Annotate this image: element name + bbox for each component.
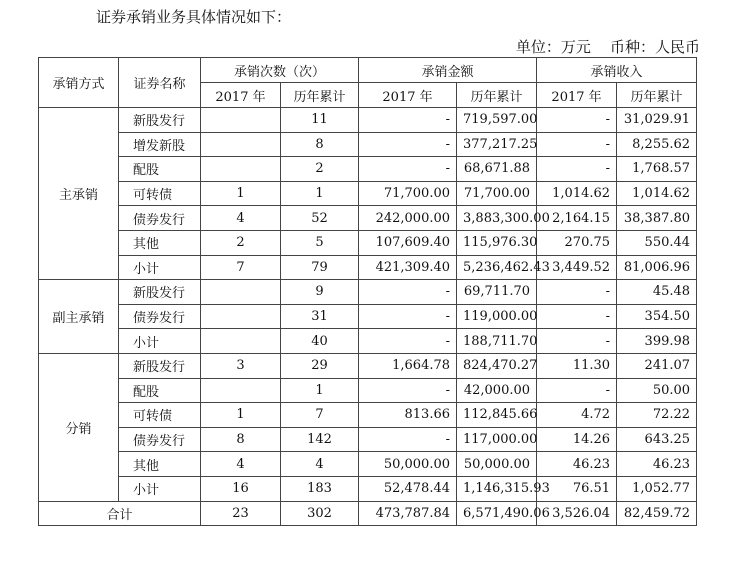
income-2017-cell: -: [537, 132, 617, 157]
amount-cumulative-cell: 117,000.00: [457, 427, 537, 452]
header-security-name: 证券名称: [119, 58, 201, 108]
amount-cumulative-cell: 112,845.66: [457, 403, 537, 428]
security-name-cell: 小计: [119, 255, 201, 280]
amount-2017-cell: 107,609.40: [359, 230, 457, 255]
security-name-cell: 可转债: [119, 403, 201, 428]
table-row: [39, 378, 697, 403]
table-row: [39, 230, 697, 255]
count-2017-cell: 2: [201, 230, 281, 255]
income-cumulative-cell: 354.50: [617, 304, 697, 329]
count-cumulative-cell: 4: [281, 452, 359, 477]
income-cumulative-cell: 45.48: [617, 280, 697, 305]
income-cumulative-cell: 31,029.91: [617, 108, 697, 133]
income-cumulative-cell: 241.07: [617, 353, 697, 378]
count-2017-cell: 3: [201, 353, 281, 378]
table-row: [39, 353, 697, 378]
amount-cumulative-cell: 71,700.00: [457, 181, 537, 206]
table-row: [39, 329, 697, 354]
amount-2017-cell: -: [359, 108, 457, 133]
income-2017-cell: 3,449.52: [537, 255, 617, 280]
count-cumulative-cell: 52: [281, 206, 359, 231]
header-amount-2017: 2017 年: [359, 83, 457, 108]
income-2017-cell: 46.23: [537, 452, 617, 477]
total-count-2017: 23: [201, 501, 281, 526]
total-amount-cumulative: 6,571,490.06: [457, 501, 537, 526]
count-2017-cell: 1: [201, 181, 281, 206]
count-cumulative-cell: 1: [281, 378, 359, 403]
security-name-cell: 债券发行: [119, 304, 201, 329]
table-row: [39, 476, 697, 501]
table-row: [39, 304, 697, 329]
amount-2017-cell: 52,478.44: [359, 476, 457, 501]
total-row: [39, 501, 697, 526]
amount-cumulative-cell: 824,470.27: [457, 353, 537, 378]
income-cumulative-cell: 8,255.62: [617, 132, 697, 157]
amount-cumulative-cell: 68,671.88: [457, 157, 537, 182]
income-cumulative-cell: 550.44: [617, 230, 697, 255]
amount-cumulative-cell: 119,000.00: [457, 304, 537, 329]
security-name-cell: 其他: [119, 452, 201, 477]
amount-2017-cell: -: [359, 427, 457, 452]
amount-2017-cell: 50,000.00: [359, 452, 457, 477]
security-name-cell: 其他: [119, 230, 201, 255]
count-2017-cell: [201, 280, 281, 305]
count-cumulative-cell: 8: [281, 132, 359, 157]
income-cumulative-cell: 81,006.96: [617, 255, 697, 280]
table-row: [39, 280, 697, 305]
amount-2017-cell: -: [359, 157, 457, 182]
income-cumulative-cell: 38,387.80: [617, 206, 697, 231]
income-2017-cell: 11.30: [537, 353, 617, 378]
count-cumulative-cell: 9: [281, 280, 359, 305]
security-name-cell: 新股发行: [119, 108, 201, 133]
security-name-cell: 债券发行: [119, 427, 201, 452]
table-row: [39, 132, 697, 157]
security-name-cell: 债券发行: [119, 206, 201, 231]
method-group-label: 副主承销: [39, 280, 119, 354]
count-2017-cell: [201, 329, 281, 354]
count-cumulative-cell: 7: [281, 403, 359, 428]
header-count-2017: 2017 年: [201, 83, 281, 108]
income-2017-cell: -: [537, 378, 617, 403]
count-2017-cell: [201, 304, 281, 329]
count-cumulative-cell: 1: [281, 181, 359, 206]
table-row: [39, 452, 697, 477]
count-cumulative-cell: 183: [281, 476, 359, 501]
income-cumulative-cell: 72.22: [617, 403, 697, 428]
amount-2017-cell: -: [359, 329, 457, 354]
total-amount-2017: 473,787.84: [359, 501, 457, 526]
table-row: [39, 157, 697, 182]
income-cumulative-cell: 46.23: [617, 452, 697, 477]
amount-cumulative-cell: 719,597.00: [457, 108, 537, 133]
income-2017-cell: 14.26: [537, 427, 617, 452]
income-cumulative-cell: 50.00: [617, 378, 697, 403]
count-2017-cell: 7: [201, 255, 281, 280]
table-row: [39, 206, 697, 231]
income-2017-cell: 270.75: [537, 230, 617, 255]
amount-cumulative-cell: 3,883,300.00: [457, 206, 537, 231]
count-cumulative-cell: 2: [281, 157, 359, 182]
amount-2017-cell: -: [359, 280, 457, 305]
income-2017-cell: 2,164.15: [537, 206, 617, 231]
amount-2017-cell: 242,000.00: [359, 206, 457, 231]
header-count-cumulative: 历年累计: [281, 83, 359, 108]
underwriting-table: [38, 57, 697, 526]
income-cumulative-cell: 1,052.77: [617, 476, 697, 501]
count-2017-cell: [201, 378, 281, 403]
income-2017-cell: 4.72: [537, 403, 617, 428]
income-cumulative-cell: 399.98: [617, 329, 697, 354]
count-cumulative-cell: 11: [281, 108, 359, 133]
income-2017-cell: 76.51: [537, 476, 617, 501]
method-group-label: 分销: [39, 353, 119, 501]
income-2017-cell: 1,014.62: [537, 181, 617, 206]
amount-cumulative-cell: 188,711.70: [457, 329, 537, 354]
security-name-cell: 配股: [119, 157, 201, 182]
header-income-cumulative: 历年累计: [617, 83, 697, 108]
income-2017-cell: -: [537, 108, 617, 133]
amount-cumulative-cell: 42,000.00: [457, 378, 537, 403]
count-cumulative-cell: 40: [281, 329, 359, 354]
amount-2017-cell: 813.66: [359, 403, 457, 428]
table-row: [39, 108, 697, 133]
income-cumulative-cell: 1,768.57: [617, 157, 697, 182]
count-cumulative-cell: 79: [281, 255, 359, 280]
header-income-group: 承销收入: [537, 58, 697, 83]
amount-2017-cell: 421,309.40: [359, 255, 457, 280]
table-row: [39, 427, 697, 452]
total-count-cumulative: 302: [281, 501, 359, 526]
amount-cumulative-cell: 115,976.30: [457, 230, 537, 255]
total-income-2017: 3,526.04: [537, 501, 617, 526]
income-cumulative-cell: 643.25: [617, 427, 697, 452]
security-name-cell: 配股: [119, 378, 201, 403]
amount-2017-cell: -: [359, 304, 457, 329]
table-row: [39, 403, 697, 428]
method-group-label: 主承销: [39, 108, 119, 280]
amount-2017-cell: 71,700.00: [359, 181, 457, 206]
count-2017-cell: 4: [201, 206, 281, 231]
amount-cumulative-cell: 69,711.70: [457, 280, 537, 305]
security-name-cell: 新股发行: [119, 353, 201, 378]
security-name-cell: 小计: [119, 476, 201, 501]
intro-text: 证券承销业务具体情况如下：: [96, 8, 292, 26]
header-count-group: 承销次数（次）: [201, 58, 359, 83]
income-2017-cell: -: [537, 157, 617, 182]
table-row: [39, 255, 697, 280]
amount-2017-cell: 1,664.78: [359, 353, 457, 378]
count-cumulative-cell: 29: [281, 353, 359, 378]
table-row: [39, 181, 697, 206]
count-2017-cell: [201, 157, 281, 182]
count-2017-cell: 1: [201, 403, 281, 428]
amount-2017-cell: -: [359, 378, 457, 403]
count-2017-cell: 16: [201, 476, 281, 501]
header-amount-group: 承销金额: [359, 58, 537, 83]
count-cumulative-cell: 5: [281, 230, 359, 255]
header-income-2017: 2017 年: [537, 83, 617, 108]
count-cumulative-cell: 142: [281, 427, 359, 452]
amount-2017-cell: -: [359, 132, 457, 157]
security-name-cell: 新股发行: [119, 280, 201, 305]
amount-cumulative-cell: 5,236,462.43: [457, 255, 537, 280]
count-2017-cell: [201, 108, 281, 133]
income-2017-cell: -: [537, 329, 617, 354]
count-cumulative-cell: 31: [281, 304, 359, 329]
count-2017-cell: 4: [201, 452, 281, 477]
amount-cumulative-cell: 1,146,315.93: [457, 476, 537, 501]
security-name-cell: 增发新股: [119, 132, 201, 157]
total-income-cumulative: 82,459.72: [617, 501, 697, 526]
income-2017-cell: -: [537, 280, 617, 305]
amount-cumulative-cell: 377,217.25: [457, 132, 537, 157]
count-2017-cell: [201, 132, 281, 157]
security-name-cell: 可转债: [119, 181, 201, 206]
income-cumulative-cell: 1,014.62: [617, 181, 697, 206]
income-2017-cell: -: [537, 304, 617, 329]
security-name-cell: 小计: [119, 329, 201, 354]
count-2017-cell: 8: [201, 427, 281, 452]
total-label: 合计: [39, 501, 201, 526]
header-amount-cumulative: 历年累计: [457, 83, 537, 108]
unit-currency-line: 单位：万元 币种：人民币: [515, 38, 700, 56]
header-method: 承销方式: [39, 58, 119, 108]
amount-cumulative-cell: 50,000.00: [457, 452, 537, 477]
